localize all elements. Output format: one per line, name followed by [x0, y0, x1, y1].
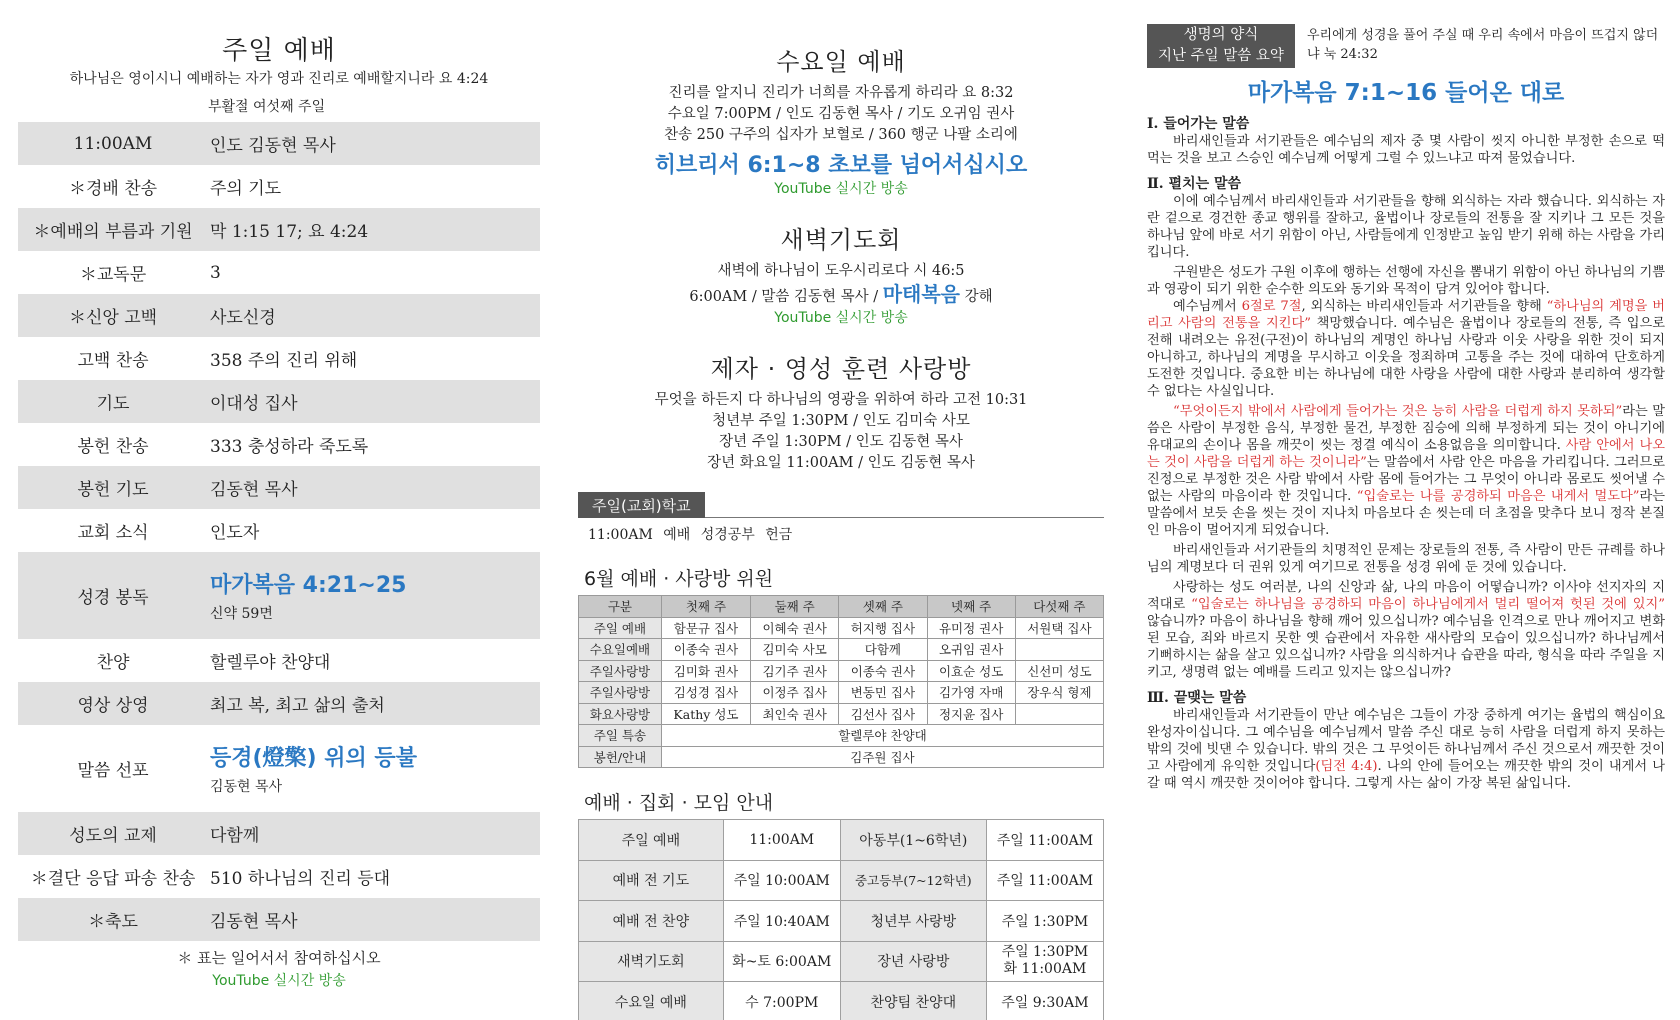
summary-text: , 외식하는 바리새인들과 서기관들을 향해 [1301, 299, 1547, 314]
order-label: 11:00AM [18, 122, 208, 165]
order-label: 봉헌 기도 [18, 466, 208, 509]
table-row [579, 901, 1104, 942]
sermon-summary-section [1147, 24, 1665, 792]
scripture-reading: 마가복음 4:21~25 [210, 573, 407, 598]
duty-header-row [579, 596, 1104, 618]
order-label: ＊신앙 고백 [18, 294, 208, 337]
duty-cell: 이정주 집사 [751, 682, 839, 704]
summary-title: 마가복음 7:1~16 들어온 대로 [1247, 80, 1565, 106]
duty-header: 넷째 주 [927, 596, 1015, 618]
duty-cell: 주일 특송 [579, 725, 662, 747]
summary-highlight: “입술로는 하나님을 공경하되 마음이 하나님에게서 멀리 떨어져 헛된 것에 있지” [1191, 597, 1665, 612]
table-row [579, 660, 1104, 682]
summary-paragraph [1147, 403, 1665, 539]
summary-tag-line: 지난 주일 말씀 요약 [1158, 48, 1284, 64]
sermon-preacher: 김동현 목사 [210, 779, 283, 795]
table-row [579, 982, 1104, 1020]
guide-cell: 아동부(1~6학년) [840, 820, 986, 861]
duty-cell: 함문규 집사 [661, 617, 750, 639]
duty-cell: 허지행 집사 [839, 617, 927, 639]
summary-tag-line: 생명의 양식 [1183, 27, 1259, 43]
duty-cell: 서원택 집사 [1015, 617, 1103, 639]
dawn-prayer [578, 220, 1104, 329]
order-value: 김동현 목사 [208, 466, 540, 509]
summary-paragraph: 구원받은 성도가 구원 이후에 행하는 선행에 자신을 뽐내기 위함이 아닌 하나님의 기쁨과 영광이 되기 위한 순수한 의도와 동기와 목적이 담겨 있어야 합니다. [1147, 265, 1665, 297]
sunday-school-info: 11:00AM 예배 성경공부 헌금 [588, 527, 793, 543]
duty-cell: 주일 예배 [579, 617, 662, 639]
sunday-school-header [578, 492, 1104, 518]
order-row [18, 682, 540, 725]
table-row [579, 860, 1104, 901]
guide-cell: 예배 전 기도 [579, 860, 724, 901]
duty-title: 6월 예배 · 사랑방 위원 [584, 568, 774, 590]
training-section [578, 349, 1104, 474]
order-value [208, 725, 540, 812]
summary-verse: 우리에게 성경을 풀어 주실 때 우리 속에서 마음이 뜨겁지 않더냐 눅 24:32 [1307, 28, 1659, 62]
duty-cell: 주일사랑방 [579, 660, 662, 682]
guide-cell: 주일 10:40AM [723, 901, 840, 942]
order-label: ＊예배의 부름과 기원 [18, 208, 208, 251]
order-row [18, 380, 540, 423]
guide-cell: 주일 11:00AM [986, 820, 1103, 861]
duty-cell: 다함께 [839, 639, 927, 661]
training-line: 청년부 주일 1:30PM / 인도 김미숙 사모 [712, 413, 970, 429]
duty-cell [1015, 703, 1103, 725]
duty-cell: Kathy 성도 [661, 703, 750, 725]
sunday-school-tab: 주일(교회)학교 [578, 492, 705, 518]
order-value: 3 [210, 262, 221, 283]
guide-cell: 화~토 6:00AM [723, 941, 840, 982]
training-title: 제자 · 영성 훈련 사랑방 [710, 355, 972, 383]
order-row [18, 509, 540, 552]
duty-cell: 김성경 집사 [661, 682, 750, 704]
summary-paragraph [1147, 707, 1665, 792]
table-row [579, 617, 1104, 639]
summary-text: 예수님께서 [1173, 299, 1242, 314]
table-row [579, 820, 1104, 861]
order-row [18, 165, 540, 208]
meeting-guide-table [578, 819, 1104, 1020]
guide-cell: 주일 9:30AM [986, 982, 1103, 1020]
duty-cell: 변동민 집사 [839, 682, 927, 704]
order-value: 할렐루야 찬양대 [210, 653, 331, 673]
sunday-worship-verse: 하나님은 영이시니 예배하는 자가 영과 진리로 예배할지니라 요 4:24 [69, 71, 489, 87]
order-value [208, 552, 540, 639]
sunday-worship-section [18, 30, 540, 990]
duty-cell: 수요일예배 [579, 639, 662, 661]
table-row [579, 703, 1104, 725]
duty-cell: 할렐루야 찬양대 [661, 725, 1103, 747]
wednesday-hymns: 찬송 250 구주의 십자가 보혈로 / 360 행군 나팔 소리에 [664, 127, 1018, 143]
order-row [18, 423, 540, 466]
duty-cell: 오귀임 권사 [927, 639, 1015, 661]
duty-cell: 김가영 자매 [927, 682, 1015, 704]
order-label: 봉헌 찬송 [77, 437, 149, 457]
guide-cell: 찬양팀 찬양대 [840, 982, 986, 1020]
order-value: 이대성 집사 [208, 380, 540, 423]
youtube-live-label[interactable]: YouTube 실시간 방송 [774, 181, 908, 197]
order-row [18, 898, 540, 941]
youtube-live-label[interactable]: YouTube 실시간 방송 [774, 310, 908, 326]
order-label: 기도 [18, 380, 208, 423]
duty-cell: 주일사랑방 [579, 682, 662, 704]
summary-text: 바리새인들과 서기관들이 만난 예수님은 그들이 가장 중하게 여기는 율법의 핵심이요 완성자이십니다. 그 예수님을 예수님께서 말씀 주신 대로 능히 사람을 더럽게 하지 못하는 밖의 것에 빗댄 수 있습니다. 밖의 것은 그 무엇이든 하나님께서 주신 것으로서 깨끗한 것이고 사람에게 유익한 것입니다 [1147, 708, 1665, 774]
duty-cell: 정지윤 집사 [927, 703, 1015, 725]
dawn-info-text: 6:00AM / 말씀 김동현 목사 / [689, 289, 879, 305]
table-row [579, 639, 1104, 661]
order-value: 333 충성하라 죽도록 [210, 437, 369, 457]
duty-cell: 김미화 권사 [661, 660, 750, 682]
training-verse: 무엇을 하든지 다 하나님의 영광을 위하여 하라 고전 10:31 [654, 392, 1028, 408]
summary-header [1147, 24, 1665, 68]
order-label: ＊경배 찬송 [68, 179, 158, 199]
table-row [579, 725, 1104, 747]
order-value: 다함께 [208, 812, 540, 855]
guide-cell: 수요일 예배 [579, 982, 724, 1020]
summary-text: 라는 말씀에서 보듯 손을 씻는 것이 지나치 마음보다 손 씻는데 더 초점을 맞추다 보니 정작 본질인 마음이 멀어지게 되었습니다. [1147, 489, 1665, 538]
dawn-info-suffix: 강해 [964, 289, 993, 305]
duty-cell: 이종숙 권사 [839, 660, 927, 682]
order-value: 막 1:15 17; 요 4:24 [208, 208, 540, 251]
duty-cell: 이효순 성도 [927, 660, 1015, 682]
order-row [18, 725, 540, 812]
duty-cell: 이종숙 권사 [661, 639, 750, 661]
duty-cell: 유미정 권사 [927, 617, 1015, 639]
duty-table [578, 595, 1104, 768]
duty-cell: 최인숙 권사 [751, 703, 839, 725]
table-row [579, 746, 1104, 768]
order-label: 고백 찬송 [77, 351, 149, 371]
guide-cell: 주일 11:00AM [986, 860, 1103, 901]
order-row [18, 812, 540, 855]
summary-text: 않습니까? 마음이 하나님을 향해 깨어 있으십니까? 예수님을 인격으로 만나 깨어지고 변화된 모습, 죄와 바르지 못한 옛 습관에서 자유한 새사람의 모습이 있으십니까? 하나님께서 기뻐하시는 삶을 살고 있으십니까? 사람을 의식하거나 습관을 따라, 형식을 따라 주일을 지키고, 생명력 없는 예배를 드리고 있지는 않으십니까? [1147, 614, 1665, 680]
summary-paragraph: 이에 예수님께서 바리새인들과 서기관들을 향해 외식하는 자라 했습니다. 외식하는 자란 겉으로 경건한 종교 행위를 잘하고, 율법이나 장로들의 전통을 잘 지키나 그 모든 것을 하나님 앞에 바로 서기 위함이 아닌, 사람들에게 인정받고 높임 받기 위해 하는 사람을 가리킵니다. [1147, 194, 1665, 260]
duty-cell: 신선미 성도 [1015, 660, 1103, 682]
guide-cell: 장년 사랑방 [840, 941, 986, 982]
order-label: 교회 소식 [77, 523, 149, 543]
guide-cell: 주일 1:30PM [986, 901, 1103, 942]
summary-highlight: 사람 안에서 나오는 것이 사람을 더럽게 하는 것이니라” [1147, 438, 1665, 470]
guide-cell: 주일 예배 [579, 820, 724, 861]
dawn-verse: 새벽에 하나님이 도우시리로다 시 46:5 [717, 263, 965, 279]
order-label: ＊결단 응답 파송 찬송 [30, 869, 196, 889]
order-label: ＊축도 [18, 898, 208, 941]
duty-cell: 봉헌/안내 [579, 746, 662, 768]
duty-cell: 김주원 집사 [661, 746, 1103, 768]
sunday-worship-subtitle: 부활절 여섯째 주일 [208, 99, 326, 115]
training-line: 장년 주일 1:30PM / 인도 김동현 목사 [719, 434, 963, 450]
order-row [18, 552, 540, 639]
dawn-title: 새벽기도회 [780, 226, 902, 254]
summary-text: . 나의 안에 들어오는 깨끗한 밖의 것이 내게서 나갈 때 역시 깨끗한 것이어야 합니다. 그렇게 사는 삶이 가장 복된 삶입니다. [1147, 759, 1665, 791]
weekday-section [578, 42, 1104, 1020]
summary-text: 는 말씀에서 사람 안은 마음을 가리킵니다. 그러므로 진정으로 부정한 것은 사람 밖에서 사람 몸에 들어가는 그 무엇이 아니라 몸로도 씻어낼 수 없는 사람의 마음이라 한 것입니다. [1147, 455, 1665, 504]
summary-highlight: “무엇이든지 밖에서 사람에게 들어가는 것은 능히 사람을 더럽게 하지 못하되” [1173, 404, 1623, 419]
guide-cell: 청년부 사랑방 [840, 901, 986, 942]
duty-header: 첫째 주 [661, 596, 750, 618]
order-label: 영상 상영 [18, 682, 208, 725]
duty-cell: 장우식 형제 [1015, 682, 1103, 704]
summary-highlight: (딤전 4:4) [1315, 759, 1378, 774]
wednesday-worship [578, 42, 1104, 200]
guide-cell: 예배 전 찬양 [579, 901, 724, 942]
wednesday-verse: 진리를 알지니 진리가 너희를 자유롭게 하리라 요 8:32 [668, 85, 1014, 101]
guide-cell: 중고등부(7~12학년) [840, 860, 986, 901]
order-value: 인도 김동현 목사 [208, 122, 540, 165]
summary-paragraph: 바리새인들과 서기관들은 예수님의 제자 중 몇 사람이 씻지 아니한 부정한 손으로 떡 먹는 것을 보고 스승인 예수님께 어떻게 그럴 수 있느냐고 따져 물었습니다. [1147, 134, 1665, 166]
duty-cell: 김기주 권사 [751, 660, 839, 682]
order-row [18, 639, 540, 682]
guide-cell: 주일 1:30PM 화 11:00AM [986, 941, 1103, 982]
order-label: 찬양 [96, 653, 130, 673]
dawn-info [578, 284, 1104, 308]
order-value: 주의 기도 [210, 179, 282, 199]
summary-text: 책망했습니다. 예수님은 율법이나 장로들의 전통, 즉 입으로 전해 내려오는 유전(구전)이 하나님의 계명인 하나님 사랑과 이웃 사랑을 위한 것이 되지 아니하고, 하나님의 계명을 무시하고 이웃을 정죄하며 고통을 주는 것에 대하여 단호하게 도전한 것입니다. 중요한 비는 하나님에 대한 사랑을 사람에 대한 사랑과 분리하여 생각할 수 없다는 사실입니다. [1147, 316, 1666, 399]
guide-cell: 11:00AM [723, 820, 840, 861]
guide-cell: 주일 10:00AM [723, 860, 840, 901]
youtube-live-label[interactable]: YouTube 실시간 방송 [212, 973, 346, 989]
duty-header: 셋째 주 [839, 596, 927, 618]
standing-note: ＊ 표는 일어서서 참여하십시오 [177, 949, 381, 967]
duty-cell: 화요사랑방 [579, 703, 662, 725]
dawn-book: 마태복음 [882, 282, 960, 306]
duty-cell [1015, 639, 1103, 661]
summary-highlight: “하나님의 계명을 버리고 사람의 전통을 지킨다” [1147, 299, 1665, 331]
summary-text: 라는 말씀은 사람이 부정한 음식, 부정한 물건, 부정한 짐승에 의해 부정하게 되는 것이 아니기에 유대교의 손이나 몸을 깨끗이 씻는 정결 예식이 소용없음을 의미합니다. [1147, 404, 1665, 453]
guide-title: 예배 · 집회 · 모임 안내 [584, 792, 774, 814]
order-value: 최고 복, 최고 삶의 출처 [208, 682, 540, 725]
order-label: 성경 봉독 [18, 552, 208, 639]
summary-text: 사랑하는 성도 여러분, 나의 신앙과 삶, 나의 마음이 어떻습니까? 이사야 선지자의 지적대로 [1147, 580, 1665, 612]
order-row [18, 337, 540, 380]
guide-cell: 새벽기도회 [579, 941, 724, 982]
duty-header: 둘째 주 [751, 596, 839, 618]
summary-heading: Ⅲ. 끝맺는 말씀 [1147, 690, 1247, 706]
duty-header: 다섯째 주 [1015, 596, 1103, 618]
duty-header: 구분 [579, 596, 662, 618]
table-row [579, 682, 1104, 704]
scripture-page: 신약 59면 [210, 606, 273, 622]
duty-cell: 이혜숙 권사 [751, 617, 839, 639]
duty-cell: 김선사 집사 [839, 703, 927, 725]
order-value: 사도신경 [208, 294, 540, 337]
summary-paragraph: 바리새인들과 서기관들의 치명적인 문제는 장로들의 전통, 즉 사람이 만든 규례를 하나님의 계명보다 더 권위 있게 여기므로 전통을 성경 위에 둔 것에 있습니다. [1147, 543, 1665, 575]
sunday-worship-title: 주일 예배 [222, 36, 336, 66]
order-row [18, 855, 540, 898]
order-label: 말씀 선포 [77, 761, 149, 781]
worship-order-table [18, 122, 540, 941]
order-value: 인도자 [210, 523, 260, 543]
order-row [18, 208, 540, 251]
wednesday-info: 수요일 7:00PM / 인도 김동현 목사 / 기도 오귀임 권사 [667, 106, 1015, 122]
training-line: 장년 화요일 11:00AM / 인도 김동현 목사 [707, 455, 975, 471]
summary-heading: Ⅰ. 들어가는 말씀 [1147, 116, 1250, 132]
order-row [18, 466, 540, 509]
order-value: 김동현 목사 [208, 898, 540, 941]
order-value: 358 주의 진리 위해 [210, 351, 358, 371]
order-value: 510 하나님의 진리 등대 [210, 869, 391, 889]
summary-highlight: 6절로 7절 [1241, 299, 1302, 314]
summary-heading: Ⅱ. 펼치는 말씀 [1147, 176, 1242, 192]
sermon-title: 등경(燈檠) 위의 등불 [210, 746, 417, 771]
order-row [18, 251, 540, 294]
summary-paragraph [1147, 579, 1665, 681]
order-row [18, 294, 540, 337]
wednesday-title: 수요일 예배 [776, 48, 906, 76]
duty-cell: 김미숙 사모 [751, 639, 839, 661]
table-row [579, 941, 1104, 982]
wednesday-sermon: 히브리서 6:1~8 초보를 넘어서십시오 [654, 153, 1028, 178]
order-row [18, 122, 540, 165]
summary-highlight: “입술로는 나를 공경하되 마음은 내게서 멀도다” [1356, 489, 1640, 504]
order-label: 성도의 교제 [18, 812, 208, 855]
order-label: ＊교독문 [79, 265, 147, 285]
summary-tag [1147, 24, 1295, 68]
summary-paragraph [1147, 298, 1665, 400]
guide-cell: 수 7:00PM [723, 982, 840, 1020]
